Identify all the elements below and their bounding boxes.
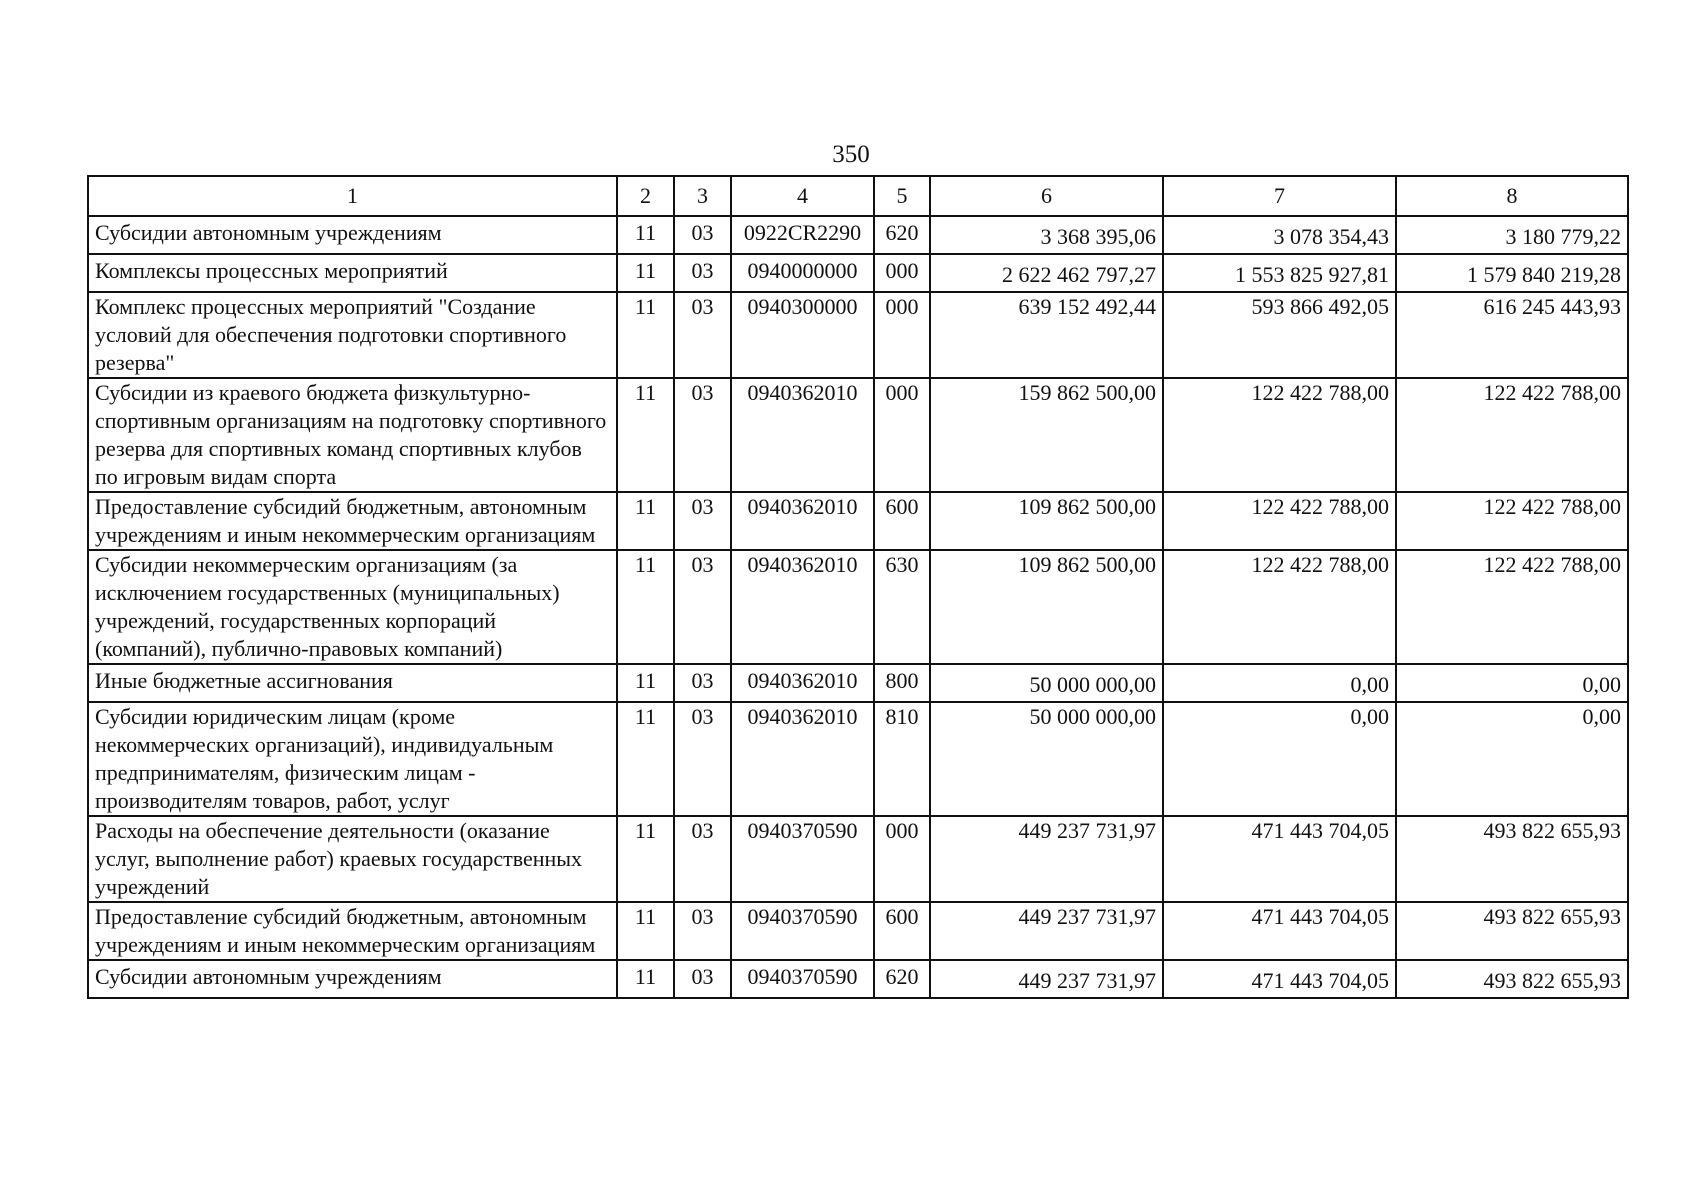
row-name: Субсидии из краевого бюджета физкультурно-спортивным организациям на подготовку спортивного резерва для спортивных команд спортивных клубов по игровым видам спорта [88, 378, 617, 492]
table-row [88, 254, 1628, 292]
row-value-8: 122 422 788,00 [1396, 550, 1628, 664]
row-name: Предоставление субсидий бюджетным, автономным учреждениям и иным некоммерческим организациям [88, 902, 617, 960]
row-expense-type: 600 [874, 492, 930, 550]
header-col-7: 7 [1163, 176, 1396, 216]
row-target-code: 0940300000 [731, 292, 874, 378]
row-target-code: 0940362010 [731, 492, 874, 550]
row-value-6: 2 622 462 797,27 [930, 254, 1163, 292]
header-col-5: 5 [874, 176, 930, 216]
row-target-code: 0940362010 [731, 664, 874, 702]
row-expense-type: 630 [874, 550, 930, 664]
table-row [88, 378, 1628, 492]
row-section: 11 [617, 492, 674, 550]
row-name: Предоставление субсидий бюджетным, автономным учреждениям и иным некоммерческим организациям [88, 492, 617, 550]
row-value-7: 122 422 788,00 [1163, 550, 1396, 664]
row-expense-type: 000 [874, 292, 930, 378]
row-value-6: 449 237 731,97 [930, 902, 1163, 960]
row-target-code: 0940370590 [731, 902, 874, 960]
row-target-code: 0940362010 [731, 702, 874, 816]
row-value-8: 3 180 779,22 [1396, 216, 1628, 254]
page-number-text: 350 [832, 141, 870, 168]
row-subsection: 03 [674, 378, 731, 492]
row-name: Субсидии юридическим лицам (кроме некоммерческих организаций), индивидуальным предпринимателям, физическим лицам - производителям товаров, работ, услуг [88, 702, 617, 816]
table-row [88, 216, 1628, 254]
row-expense-type: 800 [874, 664, 930, 702]
row-value-7: 0,00 [1163, 664, 1396, 702]
row-subsection: 03 [674, 216, 731, 254]
row-expense-type: 000 [874, 254, 930, 292]
row-target-code: 0940000000 [731, 254, 874, 292]
row-target-code: 0922CR2290 [731, 216, 874, 254]
row-value-8: 616 245 443,93 [1396, 292, 1628, 378]
row-name: Субсидии автономным учреждениям [88, 216, 617, 254]
row-section: 11 [617, 550, 674, 664]
row-value-6: 639 152 492,44 [930, 292, 1163, 378]
row-section: 11 [617, 702, 674, 816]
header-col-8: 8 [1396, 176, 1628, 216]
row-name: Субсидии автономным учреждениям [88, 960, 617, 998]
row-value-6: 50 000 000,00 [930, 702, 1163, 816]
table-row [88, 550, 1628, 664]
page-number [0, 141, 1692, 169]
row-value-6: 3 368 395,06 [930, 216, 1163, 254]
row-section: 11 [617, 902, 674, 960]
row-target-code: 0940370590 [731, 960, 874, 998]
row-subsection: 03 [674, 254, 731, 292]
row-value-8: 122 422 788,00 [1396, 492, 1628, 550]
header-col-3: 3 [674, 176, 731, 216]
header-col-2: 2 [617, 176, 674, 216]
row-value-8: 122 422 788,00 [1396, 378, 1628, 492]
row-subsection: 03 [674, 292, 731, 378]
row-target-code: 0940362010 [731, 550, 874, 664]
row-value-8: 0,00 [1396, 664, 1628, 702]
row-value-8: 493 822 655,93 [1396, 960, 1628, 998]
row-section: 11 [617, 216, 674, 254]
row-value-8: 493 822 655,93 [1396, 902, 1628, 960]
header-col-4: 4 [731, 176, 874, 216]
row-value-8: 0,00 [1396, 702, 1628, 816]
row-subsection: 03 [674, 960, 731, 998]
budget-table [87, 175, 1629, 999]
table-row [88, 492, 1628, 550]
row-section: 11 [617, 960, 674, 998]
row-subsection: 03 [674, 816, 731, 902]
row-subsection: 03 [674, 550, 731, 664]
row-expense-type: 000 [874, 378, 930, 492]
table-row [88, 960, 1628, 998]
row-subsection: 03 [674, 702, 731, 816]
row-expense-type: 810 [874, 702, 930, 816]
header-col-1: 1 [88, 176, 617, 216]
row-name: Субсидии некоммерческим организациям (за исключением государственных (муниципальных) учреждений, государственных корпораций (компаний), публично-правовых компаний) [88, 550, 617, 664]
row-value-7: 593 866 492,05 [1163, 292, 1396, 378]
table-row [88, 292, 1628, 378]
row-value-6: 109 862 500,00 [930, 550, 1163, 664]
row-name: Комплексы процессных мероприятий [88, 254, 617, 292]
row-value-7: 122 422 788,00 [1163, 378, 1396, 492]
row-value-8: 1 579 840 219,28 [1396, 254, 1628, 292]
row-section: 11 [617, 378, 674, 492]
row-value-7: 471 443 704,05 [1163, 816, 1396, 902]
row-value-7: 3 078 354,43 [1163, 216, 1396, 254]
row-section: 11 [617, 292, 674, 378]
row-subsection: 03 [674, 664, 731, 702]
table-row [88, 902, 1628, 960]
row-expense-type: 620 [874, 960, 930, 998]
table-row [88, 816, 1628, 902]
row-value-6: 449 237 731,97 [930, 816, 1163, 902]
row-value-7: 471 443 704,05 [1163, 960, 1396, 998]
header-row [88, 176, 1628, 216]
row-value-6: 50 000 000,00 [930, 664, 1163, 702]
row-name: Комплекс процессных мероприятий "Создание условий для обеспечения подготовки спортивного резерва" [88, 292, 617, 378]
row-target-code: 0940370590 [731, 816, 874, 902]
row-section: 11 [617, 664, 674, 702]
row-section: 11 [617, 254, 674, 292]
row-value-6: 159 862 500,00 [930, 378, 1163, 492]
header-col-6: 6 [930, 176, 1163, 216]
row-expense-type: 620 [874, 216, 930, 254]
row-value-6: 109 862 500,00 [930, 492, 1163, 550]
row-target-code: 0940362010 [731, 378, 874, 492]
row-value-6: 449 237 731,97 [930, 960, 1163, 998]
row-name: Иные бюджетные ассигнования [88, 664, 617, 702]
row-expense-type: 600 [874, 902, 930, 960]
table-row [88, 702, 1628, 816]
row-value-7: 0,00 [1163, 702, 1396, 816]
row-expense-type: 000 [874, 816, 930, 902]
row-subsection: 03 [674, 492, 731, 550]
row-value-8: 493 822 655,93 [1396, 816, 1628, 902]
row-name: Расходы на обеспечение деятельности (оказание услуг, выполнение работ) краевых государственных учреждений [88, 816, 617, 902]
row-value-7: 471 443 704,05 [1163, 902, 1396, 960]
row-value-7: 122 422 788,00 [1163, 492, 1396, 550]
row-value-7: 1 553 825 927,81 [1163, 254, 1396, 292]
row-subsection: 03 [674, 902, 731, 960]
row-section: 11 [617, 816, 674, 902]
table-row [88, 664, 1628, 702]
